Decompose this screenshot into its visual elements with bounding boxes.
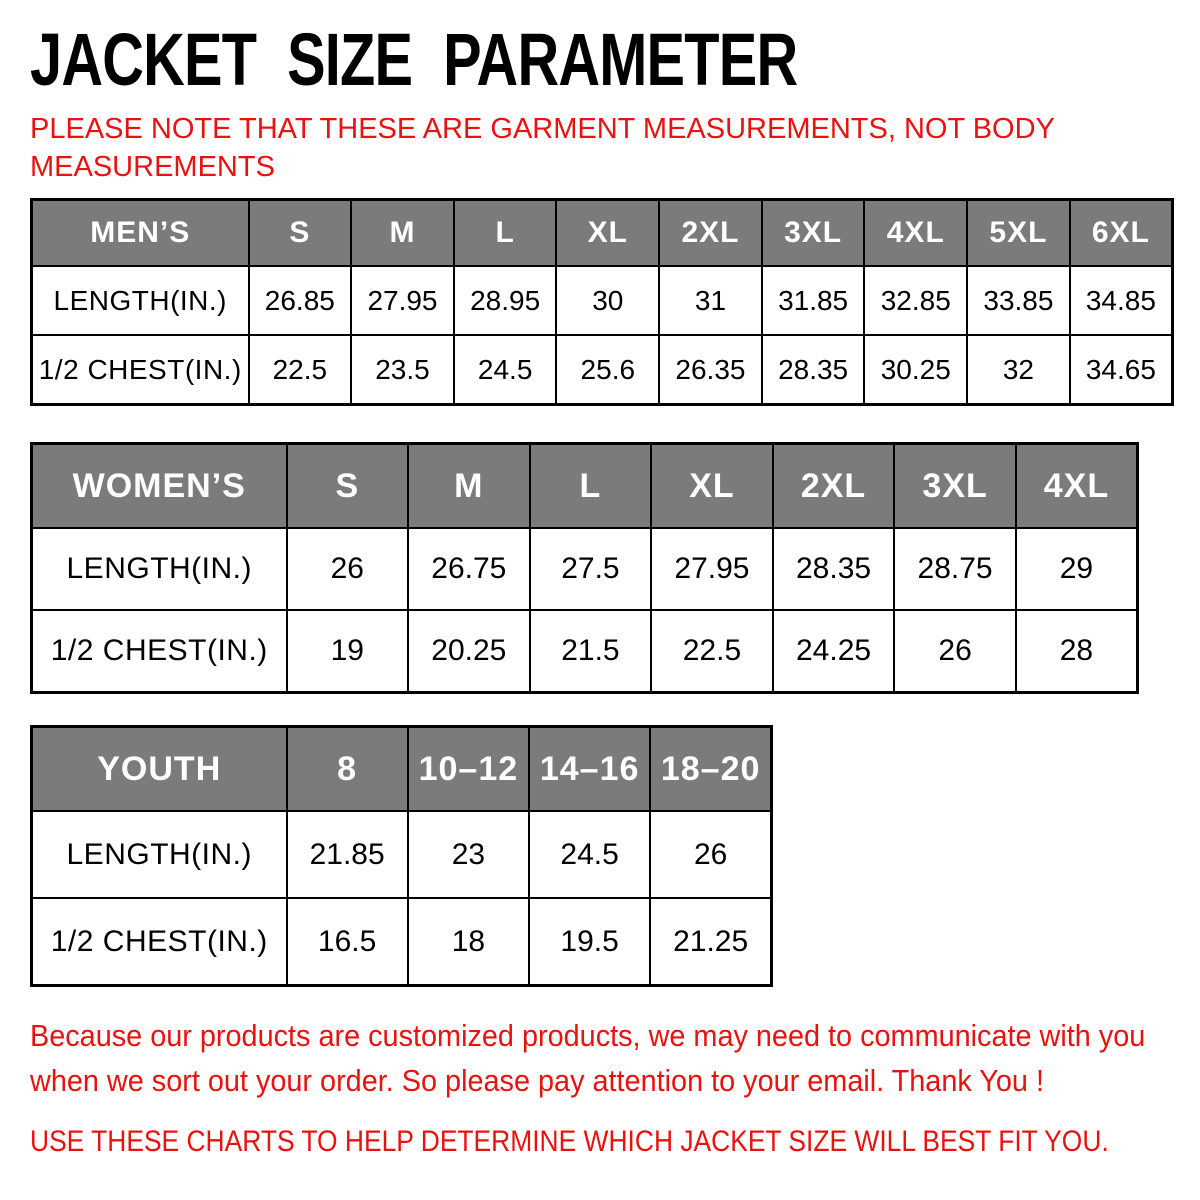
size-value-cell: 28.75	[894, 528, 1016, 610]
size-value-cell: 24.5	[529, 811, 650, 898]
size-value-cell: 28.35	[773, 528, 895, 610]
womens-header-row	[32, 444, 1138, 529]
size-value-cell: 21.5	[530, 610, 652, 693]
size-value-cell: 30	[556, 266, 659, 335]
womens-size-table	[30, 442, 1139, 694]
womens-size-column-header: L	[530, 444, 652, 529]
row-label: 1/2 CHEST(IN.)	[32, 335, 249, 405]
mens-size-column-header: M	[351, 200, 454, 267]
footer-line-2: when we sort out your order. So please pay attention to your email. Thank You !	[30, 1063, 1044, 1098]
size-value-cell: 26.35	[659, 335, 762, 405]
mens-table-title-cell: MEN’S	[32, 200, 249, 267]
size-value-cell: 27.5	[530, 528, 652, 610]
mens-size-column-header: 3XL	[762, 200, 865, 267]
mens-table-row	[32, 266, 1173, 335]
row-label: LENGTH(IN.)	[32, 811, 287, 898]
mens-size-column-header: 6XL	[1070, 200, 1173, 267]
usage-note: USE THESE CHARTS TO HELP DETERMINE WHICH JACKET SIZE WILL BEST FIT YOU.	[30, 1125, 1109, 1158]
size-value-cell: 16.5	[287, 898, 408, 986]
mens-table-row	[32, 335, 1173, 405]
mens-size-column-header: 2XL	[659, 200, 762, 267]
womens-table-title-cell: WOMEN’S	[32, 444, 287, 529]
size-value-cell: 19	[287, 610, 409, 693]
size-value-cell: 21.85	[287, 811, 408, 898]
womens-size-column-header: 3XL	[894, 444, 1016, 529]
size-value-cell: 27.95	[651, 528, 773, 610]
size-value-cell: 26.75	[408, 528, 530, 610]
womens-size-column-header: XL	[651, 444, 773, 529]
womens-table-row	[32, 528, 1138, 610]
size-value-cell: 23.5	[351, 335, 454, 405]
row-label: LENGTH(IN.)	[32, 528, 287, 610]
size-value-cell: 31	[659, 266, 762, 335]
size-value-cell: 26.85	[249, 266, 352, 335]
customized-products-note	[30, 1013, 1146, 1103]
size-value-cell: 28.35	[762, 335, 865, 405]
size-value-cell: 34.65	[1070, 335, 1173, 405]
size-value-cell: 22.5	[249, 335, 352, 405]
womens-size-column-header: M	[408, 444, 530, 529]
size-value-cell: 24.25	[773, 610, 895, 693]
mens-size-column-header: L	[454, 200, 557, 267]
size-value-cell: 33.85	[967, 266, 1070, 335]
row-label: 1/2 CHEST(IN.)	[32, 610, 287, 693]
row-label: 1/2 CHEST(IN.)	[32, 898, 287, 986]
womens-size-column-header: S	[287, 444, 409, 529]
size-value-cell: 28.95	[454, 266, 557, 335]
size-value-cell: 25.6	[556, 335, 659, 405]
mens-size-column-header: 5XL	[967, 200, 1070, 267]
size-value-cell: 26	[894, 610, 1016, 693]
size-value-cell: 31.85	[762, 266, 865, 335]
size-value-cell: 32	[967, 335, 1070, 405]
youth-size-column-header: 8	[287, 727, 408, 812]
womens-size-column-header: 4XL	[1016, 444, 1138, 529]
youth-size-table	[30, 725, 773, 987]
size-value-cell: 26	[650, 811, 771, 898]
size-value-cell: 26	[287, 528, 409, 610]
womens-size-column-header: 2XL	[773, 444, 895, 529]
note-line-1: PLEASE NOTE THAT THESE ARE GARMENT MEASUREMENTS, NOT BODY	[30, 113, 1055, 145]
size-value-cell: 27.95	[351, 266, 454, 335]
mens-size-column-header: S	[249, 200, 352, 267]
garment-measurement-note	[30, 110, 1200, 186]
size-value-cell: 28	[1016, 610, 1138, 693]
footer-line-1: Because our products are customized products, we may need to communicate with you	[30, 1018, 1146, 1053]
youth-table-row	[32, 811, 772, 898]
size-value-cell: 18	[408, 898, 529, 986]
size-value-cell: 23	[408, 811, 529, 898]
mens-size-column-header: XL	[556, 200, 659, 267]
size-value-cell: 30.25	[864, 335, 967, 405]
youth-size-column-header: 10–12	[408, 727, 529, 812]
size-tables-container	[30, 198, 1200, 987]
size-value-cell: 34.85	[1070, 266, 1173, 335]
size-value-cell: 20.25	[408, 610, 530, 693]
size-value-cell: 29	[1016, 528, 1138, 610]
size-value-cell: 24.5	[454, 335, 557, 405]
mens-size-column-header: 4XL	[864, 200, 967, 267]
note-line-2: MEASUREMENTS	[30, 151, 275, 183]
size-value-cell: 32.85	[864, 266, 967, 335]
page-title: JACKET SIZE PARAMETER	[30, 18, 798, 101]
mens-size-table	[30, 198, 1174, 406]
size-value-cell: 22.5	[651, 610, 773, 693]
mens-header-row	[32, 200, 1173, 267]
youth-size-column-header: 18–20	[650, 727, 771, 812]
size-value-cell: 21.25	[650, 898, 771, 986]
youth-table-row	[32, 898, 772, 986]
size-value-cell: 19.5	[529, 898, 650, 986]
youth-header-row	[32, 727, 772, 812]
row-label: LENGTH(IN.)	[32, 266, 249, 335]
youth-table-title-cell: YOUTH	[32, 727, 287, 812]
womens-table-row	[32, 610, 1138, 693]
youth-size-column-header: 14–16	[529, 727, 650, 812]
